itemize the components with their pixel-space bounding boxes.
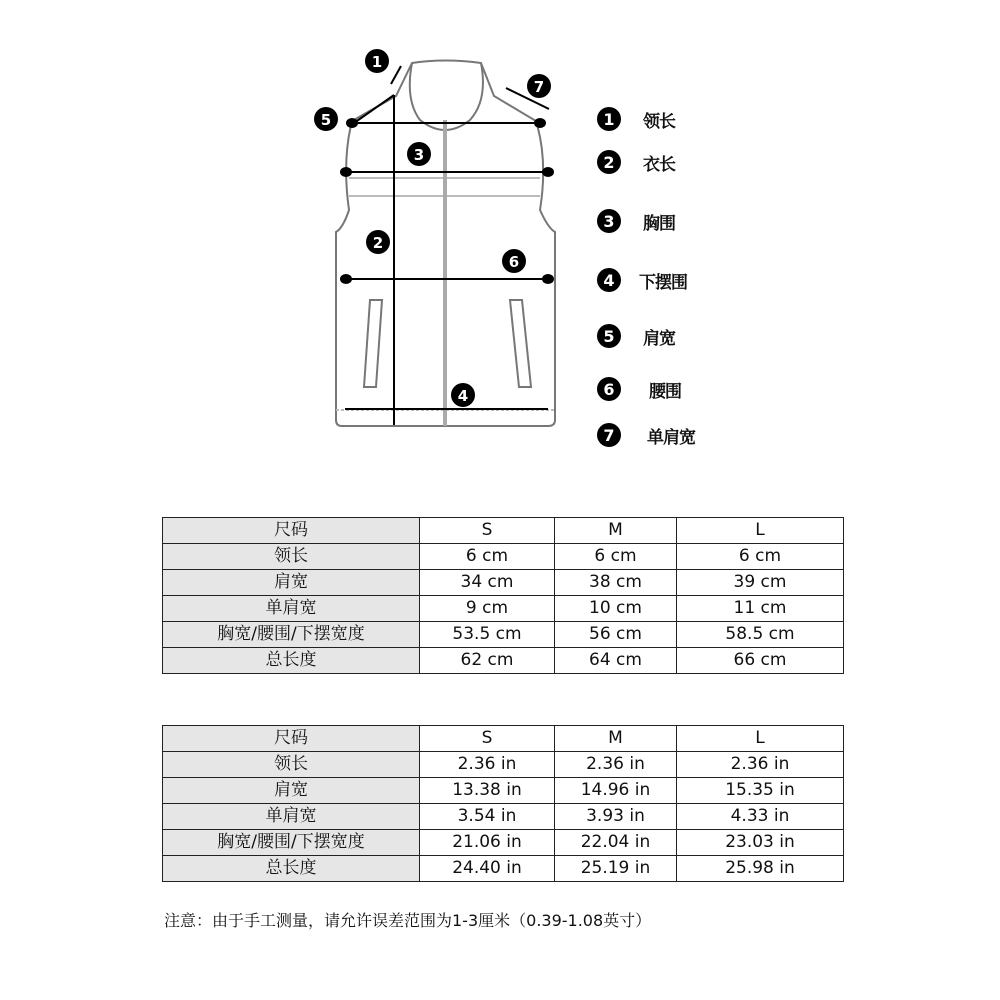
table-cell: 15.35 in	[677, 778, 844, 804]
table-cell: 2.36 in	[420, 752, 555, 778]
marker-2	[366, 230, 390, 254]
row-label: 单肩宽	[163, 804, 420, 830]
svg-text:6: 6	[508, 253, 520, 271]
header-cell: M	[555, 518, 677, 544]
table-cell: 53.5 cm	[420, 622, 555, 648]
header-cell: L	[677, 518, 844, 544]
table-row	[163, 752, 844, 778]
svg-text:2: 2	[372, 234, 384, 252]
header-cell: S	[420, 518, 555, 544]
table-cell: 38 cm	[555, 570, 677, 596]
number-badge: 2	[597, 150, 621, 174]
table-cell: 66 cm	[677, 648, 844, 674]
legend-item	[597, 267, 687, 293]
table-cell: 22.04 in	[555, 830, 677, 856]
table-row	[163, 596, 844, 622]
svg-text:1: 1	[371, 53, 383, 71]
row-label: 领长	[163, 752, 420, 778]
svg-text:4: 4	[457, 387, 469, 405]
marker-4	[451, 383, 475, 407]
legend-label: 衣长	[643, 154, 675, 175]
table-row	[163, 830, 844, 856]
table-row	[163, 856, 844, 882]
legend-item	[597, 323, 675, 349]
table-cell: 21.06 in	[420, 830, 555, 856]
number-badge: 1	[597, 107, 621, 131]
table-cell: 6 cm	[677, 544, 844, 570]
number-badge: 7	[597, 423, 621, 447]
header-cell: M	[555, 726, 677, 752]
header-cell: 尺码	[163, 518, 420, 544]
table-cell: 39 cm	[677, 570, 844, 596]
legend-label: 肩宽	[643, 328, 675, 349]
legend-label: 下摆围	[639, 272, 687, 293]
table-cell: 25.98 in	[677, 856, 844, 882]
number-badge: 4	[597, 268, 621, 292]
row-label: 总长度	[163, 856, 420, 882]
table-row	[163, 778, 844, 804]
pocket-right	[510, 300, 531, 387]
size-table-inches	[162, 725, 844, 882]
table-cell: 64 cm	[555, 648, 677, 674]
legend-label: 腰围	[649, 381, 681, 402]
marker-5	[314, 107, 338, 131]
row-label: 领长	[163, 544, 420, 570]
table-row	[163, 544, 844, 570]
row-label: 肩宽	[163, 778, 420, 804]
legend-label: 领长	[643, 111, 675, 132]
table-cell: 62 cm	[420, 648, 555, 674]
table-row	[163, 622, 844, 648]
table-cell: 56 cm	[555, 622, 677, 648]
legend-item	[597, 376, 681, 402]
row-label: 胸宽/腰围/下摆宽度	[163, 830, 420, 856]
header-cell: 尺码	[163, 726, 420, 752]
table-cell: 24.40 in	[420, 856, 555, 882]
legend-item	[597, 208, 675, 234]
table-header-row	[163, 726, 844, 752]
marker-1	[365, 49, 389, 73]
table-cell: 9 cm	[420, 596, 555, 622]
size-table-cm	[162, 517, 844, 674]
table-cell: 2.36 in	[555, 752, 677, 778]
marker-6	[502, 249, 526, 273]
legend-item	[597, 149, 675, 175]
legend-label: 单肩宽	[647, 427, 695, 448]
table-cell: 10 cm	[555, 596, 677, 622]
marker-3	[407, 142, 431, 166]
legend-item	[597, 422, 695, 448]
table-row	[163, 648, 844, 674]
row-label: 胸宽/腰围/下摆宽度	[163, 622, 420, 648]
table-row	[163, 570, 844, 596]
table-cell: 3.93 in	[555, 804, 677, 830]
marker-7	[527, 74, 551, 98]
svg-text:7: 7	[533, 78, 545, 96]
table-cell: 14.96 in	[555, 778, 677, 804]
svg-text:3: 3	[413, 146, 425, 164]
number-badge: 3	[597, 209, 621, 233]
table-cell: 23.03 in	[677, 830, 844, 856]
legend-label: 胸围	[643, 213, 675, 234]
legend-item	[597, 106, 675, 132]
table-cell: 11 cm	[677, 596, 844, 622]
table-cell: 6 cm	[420, 544, 555, 570]
table-cell: 25.19 in	[555, 856, 677, 882]
row-label: 总长度	[163, 648, 420, 674]
row-label: 单肩宽	[163, 596, 420, 622]
table-cell: 4.33 in	[677, 804, 844, 830]
table-row	[163, 804, 844, 830]
svg-text:5: 5	[320, 111, 332, 129]
table-cell: 13.38 in	[420, 778, 555, 804]
pocket-left	[364, 300, 382, 387]
table-cell: 6 cm	[555, 544, 677, 570]
table-cell: 34 cm	[420, 570, 555, 596]
vest-diagram	[300, 40, 600, 440]
table-cell: 3.54 in	[420, 804, 555, 830]
collar-line	[410, 63, 483, 130]
table-cell: 58.5 cm	[677, 622, 844, 648]
header-cell: L	[677, 726, 844, 752]
number-badge: 5	[597, 324, 621, 348]
number-badge: 6	[597, 377, 621, 401]
row-label: 肩宽	[163, 570, 420, 596]
measurement-note: 注意：由于手工测量，请允许误差范围为1-3厘米（0.39-1.08英寸）	[164, 911, 652, 930]
table-cell: 2.36 in	[677, 752, 844, 778]
table-header-row	[163, 518, 844, 544]
header-cell: S	[420, 726, 555, 752]
